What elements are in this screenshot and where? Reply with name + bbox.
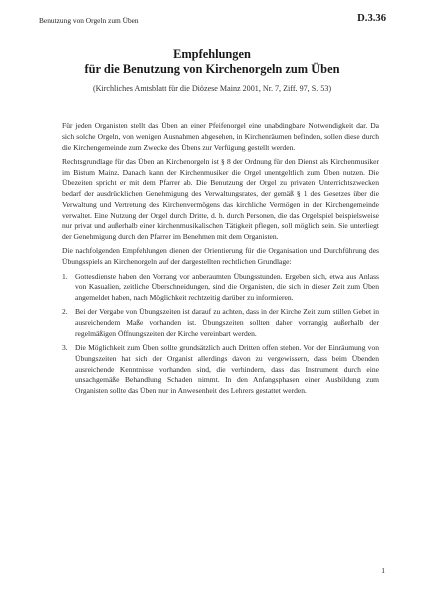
paragraph-intro: Für jeden Organisten stellt das Üben an einer Pfeifenorgel eine unabdingbare Notwendigkeit dar. Da sich solche Orgeln, von wenigen Ausnahmen abgesehen, in Kirchenräumen befinden, sollen diese durch die Kirchengemeinde zum Zwecke des Übens zur Verfügung gestellt werden. — [62, 121, 379, 152]
list-item-text: Gottesdienste haben den Vorrang vor anberaumten Übungsstunden. Ergeben sich, etwa aus Anlass von Kasualien, zeitliche Überschneidungen, sind die Organisten, die sich in dieser Zeit zum Üben angemeldet haben, nach Möglichkeit rechtzeitig darüber zu informieren. — [75, 271, 379, 303]
document-code: D.3.36 — [357, 13, 386, 24]
list-item-number: 2. — [62, 307, 68, 317]
paragraph-legal-basis: Rechtsgrundlage für das Üben an Kirchenorgeln ist § 8 der Ordnung für den Dienst als Kirchenmusiker im Bistum Mainz. Danach kann der Kirchenmusiker die Orgel unentgeltlich zum Üben nutzen. Die Übezeiten spricht er mit dem Pfarrer ab. Die Benutzung der Orgel zu privaten Unterrichtszwecken bedarf der ausdrücklichen Genehmigung des Verwaltungsrates, der gemäß § 1 des Gesetzes über die Verwaltung und Vertretung des Kirchenvermögens das kirchliche Vermögen in der Kirchengemeinde verwaltet. Eine Nutzung der Orgel durch Dritte, d. h. durch Personen, die das Orgelspiel beispielsweise nur privat und außerhalb einer kirchenmusikalischen Tätigkeit pflegen, soll möglich sein. Sie unterliegt der Genehmigung durch den Pfarrer im Benehmen mit dem Organisten. — [62, 156, 379, 242]
list-item — [62, 307, 379, 339]
list-item-number: 1. — [62, 271, 68, 281]
running-header: Benutzung von Orgeln zum Üben — [39, 16, 139, 25]
list-item-text: Bei der Vergabe von Übungszeiten ist darauf zu achten, dass in der Kirche Zeit zum stillen Gebet in ausreichendem Maße vorhanden ist. Übungszeiten sollten daher vorrangig außerhalb der regelmäßigen Öffnungszeiten der Kirche vereinbart werden. — [75, 307, 379, 338]
page-title: Empfehlungen — [173, 47, 251, 61]
list-item — [62, 272, 379, 304]
recommendations-list — [62, 272, 379, 397]
list-item-number: 3. — [62, 343, 68, 353]
page-number: 1 — [381, 566, 385, 575]
document-body — [62, 121, 379, 401]
paragraph-recommendations-intro: Die nachfolgenden Empfehlungen dienen der Orientierung für die Organisation und Durchführung des Übungsspiels an Kirchenorgeln auf der dargestellten rechtlichen Grundlage: — [62, 246, 379, 267]
list-item — [62, 343, 379, 397]
page-title-line-2: für die Benutzung von Kirchenorgeln zum Üben — [84, 62, 340, 76]
list-item-text: Die Möglichkeit zum Üben sollte grundsätzlich auch Dritten offen stehen. Vor der Einräumung von Übungszeiten hat sich der Organist allerdings davon zu vergewissern, dass beim Übenden ausreichende Kenntnisse vorhanden sind, die verhindern, dass das Instrument durch eine unsachgemäße Behandlung Schaden nimmt. In den Anfangsphasen einer Ausbildung zum Organisten sollte das Üben nur in Anwesenheit des Lehrers gestattet werden. — [75, 343, 379, 396]
source-citation: (Kirchliches Amtsblatt für die Diözese Mainz 2001, Nr. 7, Ziff. 97, S. 53) — [92, 84, 332, 93]
